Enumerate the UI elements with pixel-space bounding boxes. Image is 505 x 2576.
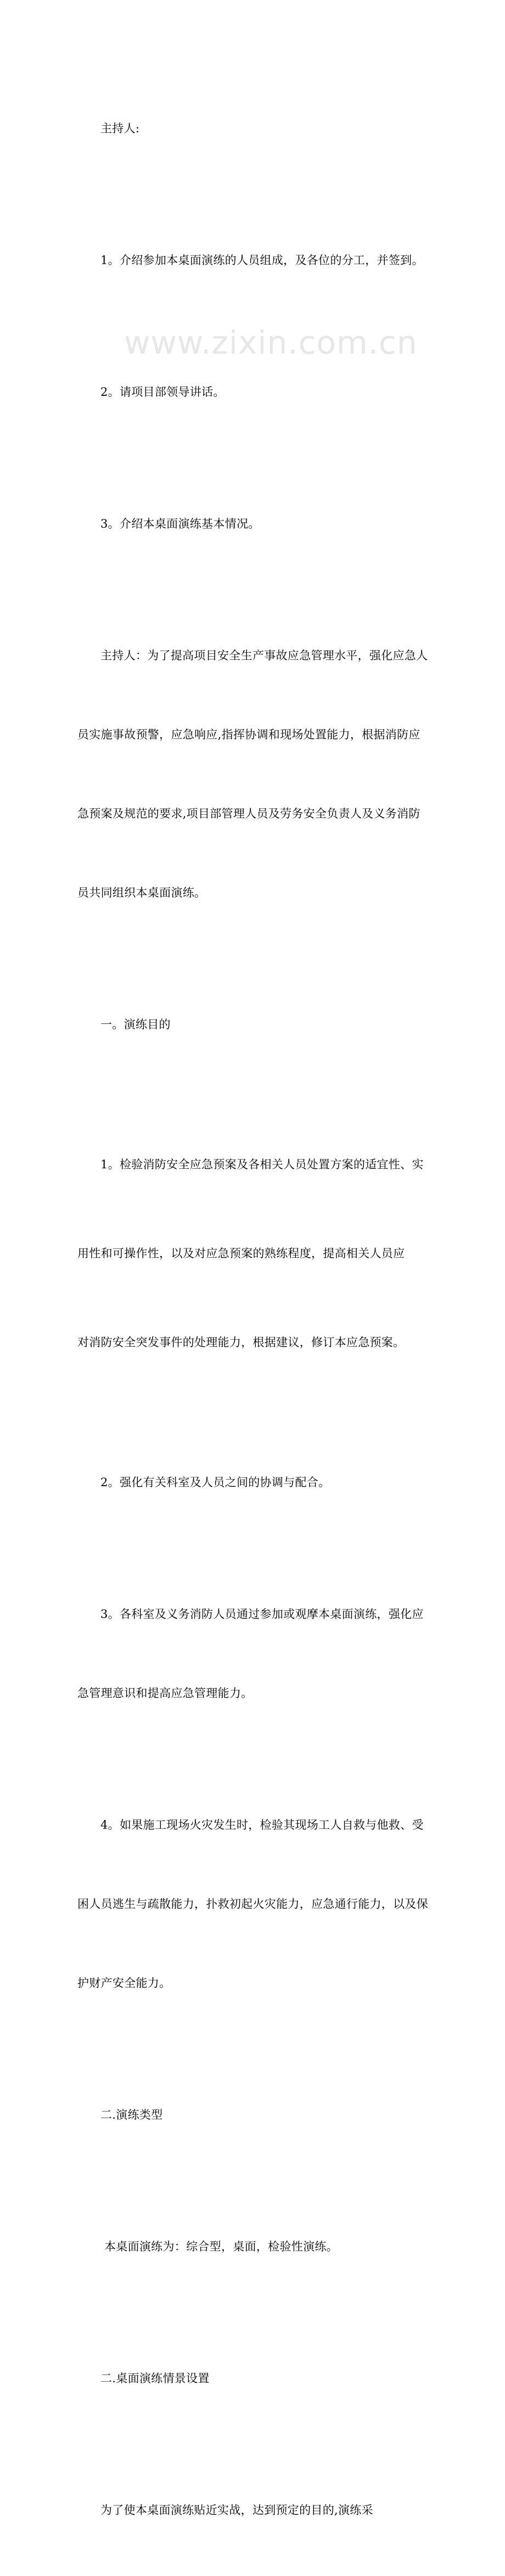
paragraph-type [77,2181,429,2312]
text-line: 1。介绍参加本桌面演练的人员组成，及各位的分工，并签到。 [100,254,424,267]
paragraph-item-1 [77,194,429,326]
text-line: 本桌面演练为：综合型，桌面，检验性演练。 [100,2240,338,2253]
paragraph-purpose-1 [77,1090,429,1416]
text-line: 困人员逃生与疏散能力，扑救初起火灾能力，应急通行能力，以及保 [77,1897,428,1911]
text-line: 2。强化有关科室及人员之间的协调与配合。 [100,1476,330,1489]
paragraph-purpose-2 [77,1416,429,1548]
paragraph-scenario [77,2444,429,2576]
section-heading-purpose [77,959,429,1090]
text-line: 为了使本桌面演练贴近实战，达到预定的目的,演练采 [100,2504,373,2517]
paragraph-host-speech [77,590,429,959]
text-line: 2。请项目部领导讲话。 [100,385,225,399]
text-line: 急预案及规范的要求,项目部管理人员及劳务安全负责人及义务消防 [77,807,420,820]
watermark: www.zixin.com.cn [124,324,418,361]
paragraph-item-2 [77,326,429,458]
paragraph-host-label [77,63,429,194]
text-line: 主持人：为了提高项目安全生产事故应急管理水平，强化应急人 [100,649,428,662]
text-line: 员实施事故预警，应急响应,指挥协调和现场处置能力，根据消防应 [77,728,420,741]
text-line: 1。检验消防安全应急预案及各相关人员处置方案的适宜性、实 [100,1158,424,1171]
paragraph-purpose-4 [77,1759,429,2049]
text-line: 急管理意识和提高应急管理能力。 [77,1687,253,1700]
text-line: 主持人: [100,122,140,135]
section-heading-type [77,2049,429,2181]
text-line: 一。演练目的 [100,1018,171,1031]
text-line: 员共同组织本桌面演练。 [77,886,206,899]
text-line: 护财产安全能力。 [77,1976,171,1990]
text-line: 用性和可操作性，以及对应急预案的熟练程度，提高相关人员应 [77,1247,405,1260]
text-line: 3。各科室及义务消防人员通过参加或观摩本桌面演练，强化应 [100,1608,424,1621]
section-heading-scenario [77,2312,429,2444]
paragraph-item-3 [77,458,429,590]
text-line: 4。如果施工现场火灾发生时，检验其现场工人自救与他救、受 [100,1818,424,1832]
paragraph-purpose-3 [77,1548,429,1759]
document-body [77,63,429,2576]
text-line: 二.桌面演练情景设置 [100,2372,210,2385]
text-line: 3。介绍本桌面演练基本情况。 [100,517,260,530]
text-line: 二.演练类型 [100,2108,163,2121]
text-line: 对消防安全突发事件的处理能力，根据建议，修订本应急预案。 [77,1336,405,1349]
